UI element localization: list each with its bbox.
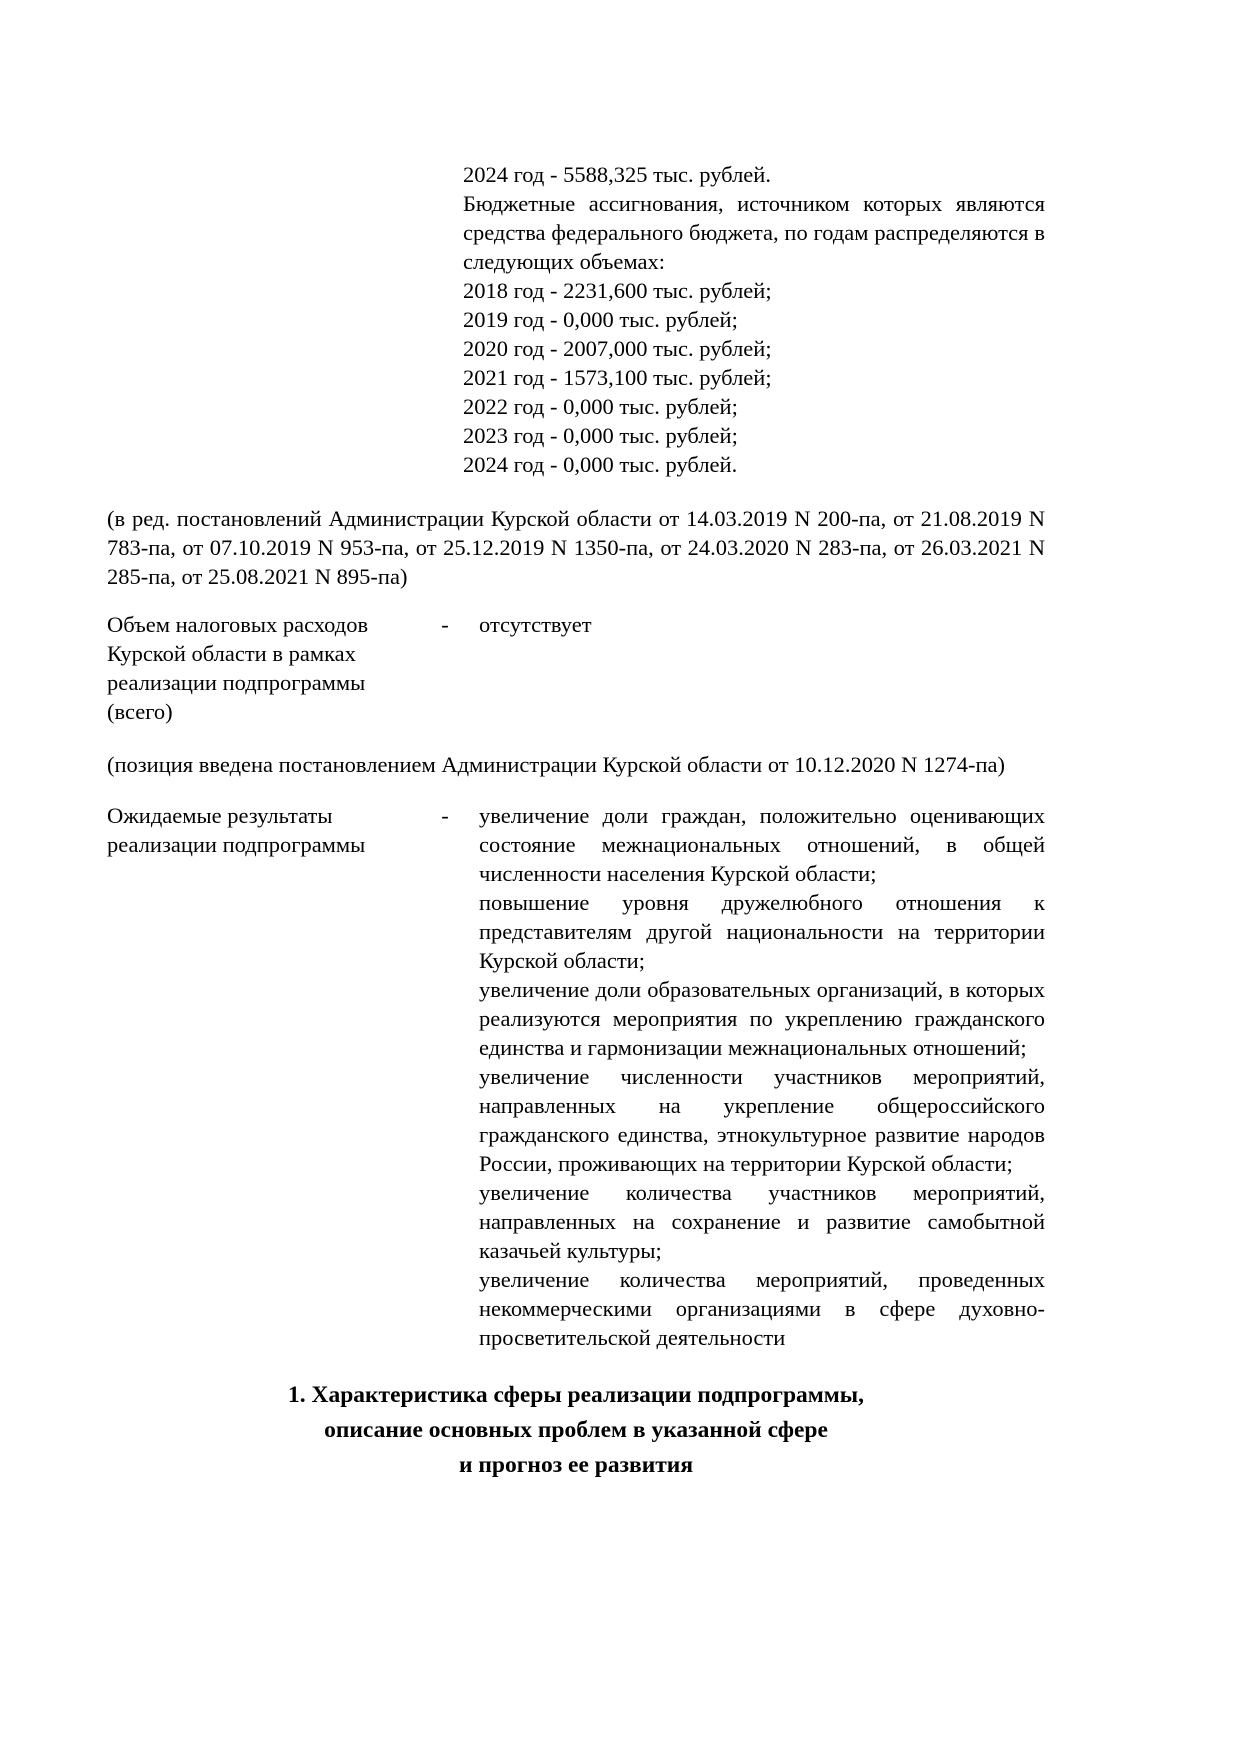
budget-line: 2020 год - 2007,000 тыс. рублей;: [463, 336, 772, 361]
budget-figures-block: [463, 160, 1045, 479]
table-row-expected-results: [107, 801, 1045, 1352]
row-label: Объем налоговых расходов Курской области в рамках реализации подпрограммы (всего): [107, 612, 369, 724]
results-item: увеличение количества участников мероприятий, направленных на сохранение и развитие самобытной казачьей культуры;: [479, 1180, 1045, 1263]
heading-line: 1. Характеристика сферы реализации подпрограммы,: [287, 1382, 865, 1408]
position-introduced-note: (позиция введена постановлением Администрации Курской области от 10.12.2020 N 1274-па): [107, 752, 1006, 777]
results-item: повышение уровня дружелюбного отношения к представителям другой национальности на территории Курской области;: [479, 890, 1045, 973]
budget-line: 2018 год - 2231,600 тыс. рублей;: [463, 278, 772, 303]
budget-line: 2024 год - 0,000 тыс. рублей.: [463, 452, 738, 477]
row-value: [465, 801, 1045, 1352]
budget-line: 2019 год - 0,000 тыс. рублей;: [463, 307, 738, 332]
row-dash: -: [441, 612, 449, 637]
budget-line: 2022 год - 0,000 тыс. рублей;: [463, 394, 738, 419]
budget-line: Бюджетные ассигнования, источником которых являются средства федерального бюджета, по годам распределяются в следующих объемах:: [463, 191, 1045, 274]
row-label: Ожидаемые результаты реализации подпрограммы: [107, 803, 366, 857]
results-item: увеличение доли граждан, положительно оценивающих состояние межнациональных отношений, в общей численности населения Курской области;: [479, 803, 1045, 886]
heading-line: описание основных проблем в указанной сфере: [324, 1417, 828, 1443]
row-value: отсутствует: [479, 612, 592, 637]
heading-line: и прогноз ее развития: [458, 1452, 694, 1478]
budget-line: 2024 год - 5588,325 тыс. рублей.: [463, 162, 771, 187]
budget-line: 2023 год - 0,000 тыс. рублей;: [463, 423, 738, 448]
table-row-tax-expenditures: [107, 610, 1045, 726]
amendment-note: (в ред. постановлений Администрации Курской области от 14.03.2019 N 200-па, от 21.08.2019 N 783-па, от 07.10.2019 N 953-па, от 25.12.2019 N 1350-па, от 24.03.2020 N 283-па, от 26.03.2021 N 285-па, от 25.08.2021 N 895-па): [107, 506, 1045, 589]
results-item: увеличение доли образовательных организаций, в которых реализуются мероприятия по укреплению гражданского единства и гармонизации межнациональных отношений;: [479, 977, 1045, 1060]
section-heading: [107, 1378, 1045, 1483]
results-item: увеличение количества мероприятий, проведенных некоммерческими организациями в сфере духовно-просветительской деятельности: [479, 1267, 1045, 1350]
budget-line: 2021 год - 1573,100 тыс. рублей;: [463, 365, 772, 390]
results-item: увеличение численности участников мероприятий, направленных на укрепление общероссийского гражданского единства, этнокультурное развитие народов России, проживающих на территории Курской области;: [479, 1064, 1045, 1176]
row-dash: -: [441, 803, 449, 828]
